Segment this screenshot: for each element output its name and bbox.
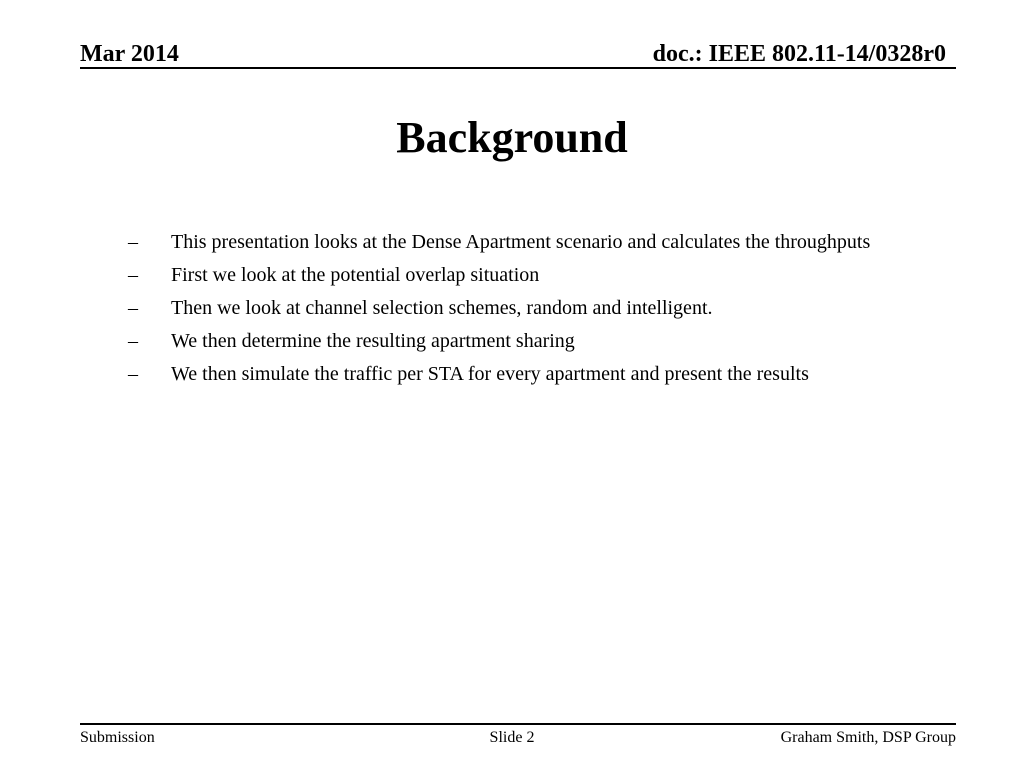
bullet-dash: – (128, 264, 138, 286)
slide-title: Background (396, 113, 628, 162)
footer-divider (80, 723, 956, 725)
header-divider (80, 67, 956, 69)
bullet-item (128, 294, 888, 322)
footer-submission: Submission (80, 729, 155, 746)
footer-author: Graham Smith, DSP Group (780, 729, 956, 746)
bullet-item (128, 360, 888, 388)
bullet-text: Then we look at channel selection schemes, random and intelligent. (171, 297, 713, 319)
bullet-text: This presentation looks at the Dense Apartment scenario and calculates the throughputs (171, 231, 871, 253)
bullet-text: We then determine the resulting apartment sharing (171, 330, 575, 352)
bullet-item (128, 327, 888, 355)
bullet-dash: – (128, 231, 138, 253)
bullet-dash: – (128, 330, 138, 352)
footer-slide-number: Slide 2 (489, 729, 535, 746)
bullet-dash: – (128, 297, 138, 319)
bullet-list (128, 228, 888, 393)
bullet-item (128, 228, 888, 256)
header-doc-id: doc.: IEEE 802.11-14/0328r0 (652, 41, 946, 67)
bullet-text: We then simulate the traffic per STA for every apartment and present the results (171, 363, 809, 385)
bullet-dash: – (128, 363, 138, 385)
bullet-text: First we look at the potential overlap situation (171, 264, 540, 286)
bullet-item (128, 261, 888, 289)
header-date: Mar 2014 (80, 41, 179, 67)
